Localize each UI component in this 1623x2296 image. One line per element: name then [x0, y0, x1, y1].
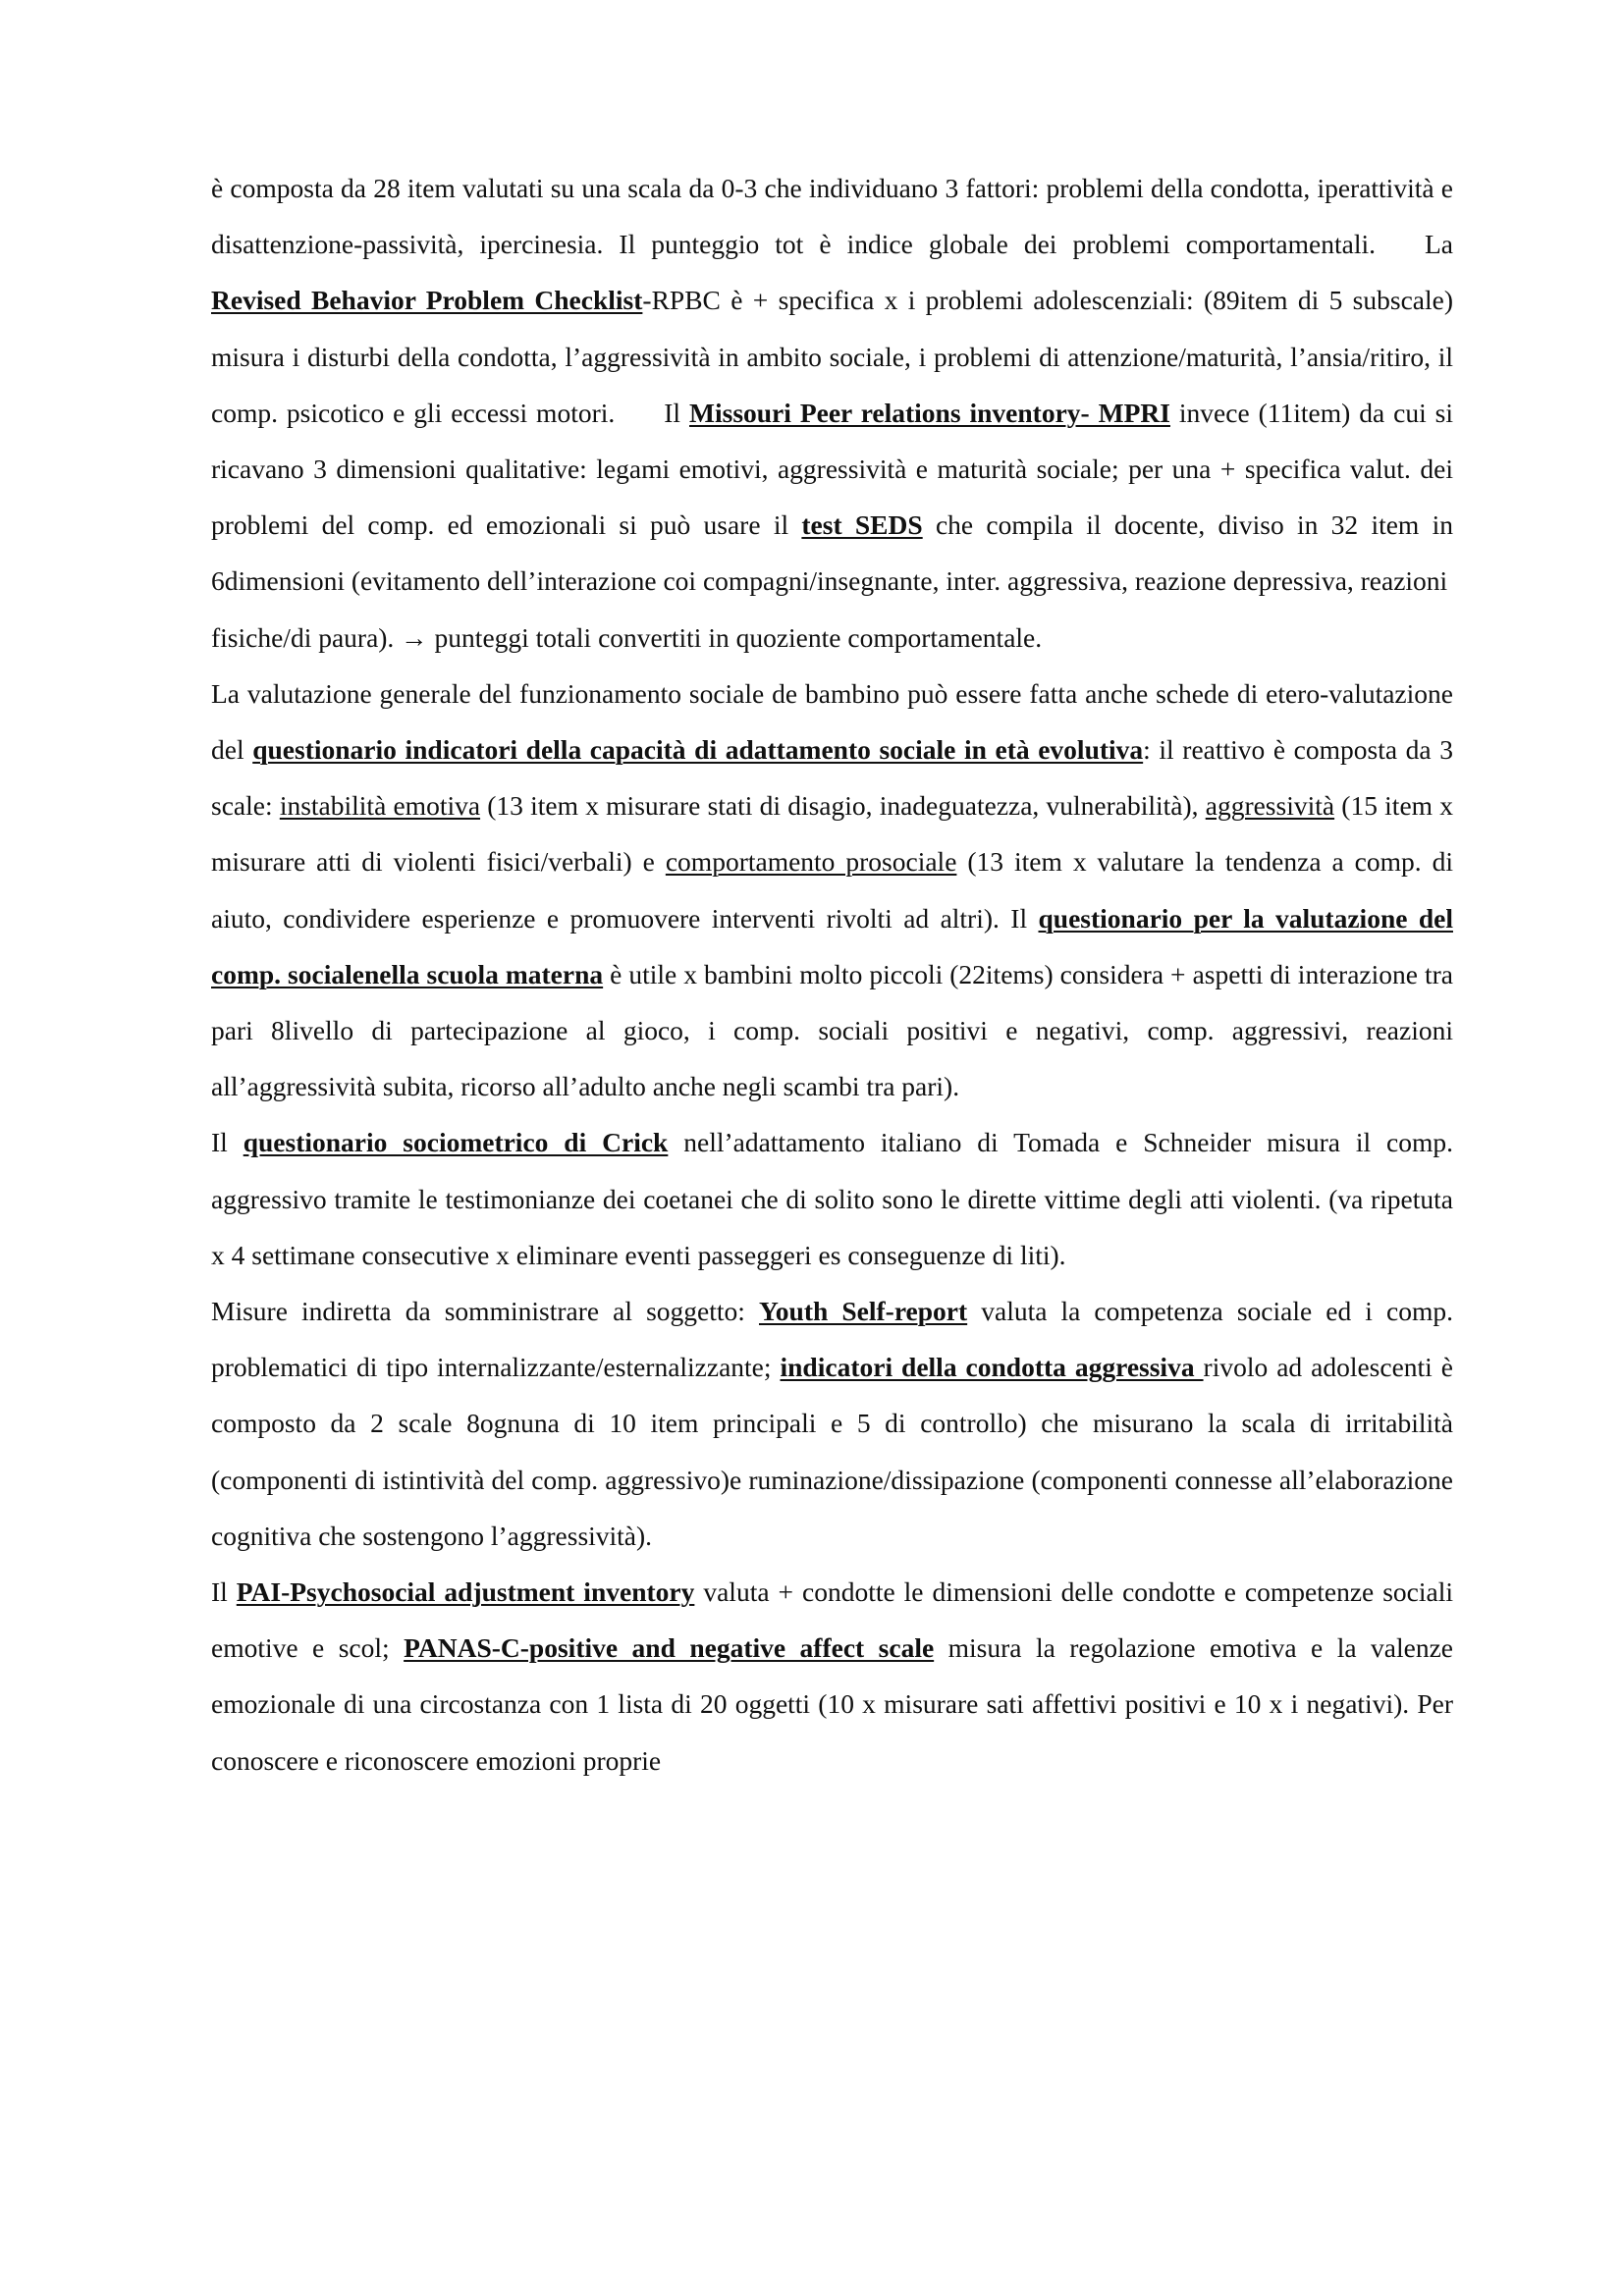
- paragraph: [211, 1283, 1453, 1564]
- test-name-bold-underlined: questionario per la valutazione del comp. socialenella scuola materna: [211, 902, 1453, 989]
- paragraph: [211, 610, 1453, 666]
- text-run: invece (11item) da cui si ricavano 3 dimensioni qualitative: legami emotivi, aggressività e maturità sociale; per una + specifica valut. dei problemi del comp. ed emozionali si può usare il: [211, 397, 1453, 541]
- test-name-bold-underlined: PAI-Psychosocial adjustment inventory: [236, 1576, 695, 1608]
- text-run: nell’adattamento italiano di Tomada e Schneider misura il comp. aggressivo tramite le testimonianze dei coetanei che di solito sono le dirette vittime degli atti violenti. (va ripetuta x 4 settimane consecutive x eliminare eventi passeggeri es conseguenze di liti).: [211, 1127, 1453, 1270]
- text-run: rivolo ad adolescenti è composto da 2 scale 8ognuna di 10 item principali e 5 di controllo) che misurano la scala di irritabilità (componenti di istintività del comp. aggressivo)e ruminazione/dissipazione (componenti connesse all’elaborazione cognitiva che sostengono l’aggressività).: [211, 1352, 1453, 1551]
- text-run: valuta + condotte le dimensioni delle condotte e competenze sociali emotive e scol;: [211, 1576, 1453, 1664]
- test-name-bold-underlined: questionario sociometrico di Crick: [243, 1127, 669, 1158]
- text-run: Il: [664, 397, 690, 428]
- text-run: è utile x bambini molto piccoli (22items) considera + aspetti di interazione tra pari 8livello di partecipazione al gioco, i comp. sociali positivi e negativi, comp. aggressivi, reazioni all’aggressività subita, ricorso all’adulto anche negli scambi tra pari).: [211, 958, 1453, 1102]
- text-run: : il reattivo è composta da 3 scale:: [211, 734, 1453, 822]
- text-run: Misure indiretta da somministrare al soggetto:: [211, 1296, 759, 1327]
- text-run: Il: [211, 1127, 243, 1158]
- body-text: [211, 160, 1453, 1789]
- scale-name-underlined: comportamento prosociale: [665, 846, 957, 878]
- text-run: La valutazione generale del funzionamento sociale de bambino può essere fatta anche schede di etero-valutazione del: [211, 677, 1453, 766]
- test-name-bold-underlined: indicatori della condotta aggressiva: [780, 1352, 1204, 1383]
- text-run: La: [1424, 229, 1453, 260]
- paragraph: [211, 1114, 1453, 1283]
- text-run: Il: [211, 1576, 237, 1608]
- scale-name-underlined: aggressività: [1205, 790, 1335, 822]
- text-run: valuta la competenza sociale ed i comp. problematici di tipo internalizzante/esternalizzante;: [211, 1296, 1453, 1383]
- paragraph: [211, 666, 1453, 1115]
- text-run: (13 item x valutare la tendenza a comp. di aiuto, condividere esperienze e promuovere interventi rivolti ad altri). Il: [211, 846, 1453, 934]
- test-name-bold-underlined: questionario indicatori della capacità di adattamento sociale in età evolutiva: [252, 734, 1144, 766]
- scale-name-underlined: instabilità emotiva: [279, 790, 481, 822]
- test-name-bold-underlined: test SEDS: [801, 509, 923, 541]
- text-run: -RPBC è + specifica x i problemi adolescenziali: (89item di 5 subscale) misura i disturbi della condotta, l’aggressività in ambito sociale, i problemi di attenzione/maturità, l’ansia/ritiro, il comp. psicotico e gli eccessi motori.: [211, 285, 1454, 428]
- text-run: (13 item x misurare stati di disagio, inadeguatezza, vulnerabilità),: [480, 790, 1206, 822]
- text-run: è composta da 28 item valutati su una scala da 0-3 che individuano 3 fattori: problemi della condotta, iperattività e disattenzione-passività, ipercinesia. Il punteggio tot è indice globale dei problemi comportamentali.: [211, 173, 1453, 260]
- text-run: che compila il docente, diviso in 32 item in 6dimensioni (evitamento dell’interazione coi compagni/insegnante, inter. aggressiva, reazione depressiva, reazioni: [211, 509, 1453, 597]
- test-name-bold-underlined: Youth Self-report: [758, 1296, 968, 1327]
- test-name-bold-underlined: Missouri Peer relations inventory- MPRI: [689, 397, 1170, 428]
- text-run: misura la regolazione emotiva e la valenze emozionale di una circostanza con 1 lista di 20 oggetti (10 x misurare sati affettivi positivi e 10 x i negativi). Per conoscere e riconoscere emozioni proprie: [211, 1632, 1453, 1776]
- paragraph: [211, 160, 1453, 610]
- test-name-bold-underlined: Revised Behavior Problem Checklist: [211, 285, 643, 316]
- text-run: (15 item x misurare atti di violenti fisici/verbali) e: [211, 790, 1453, 878]
- text-run: fisiche/di paura). → punteggi totali convertiti in quoziente comportamentale.: [211, 621, 1043, 653]
- test-name-bold-underlined: PANAS-C-positive and negative affect scale: [404, 1632, 935, 1664]
- paragraph: [211, 1564, 1453, 1789]
